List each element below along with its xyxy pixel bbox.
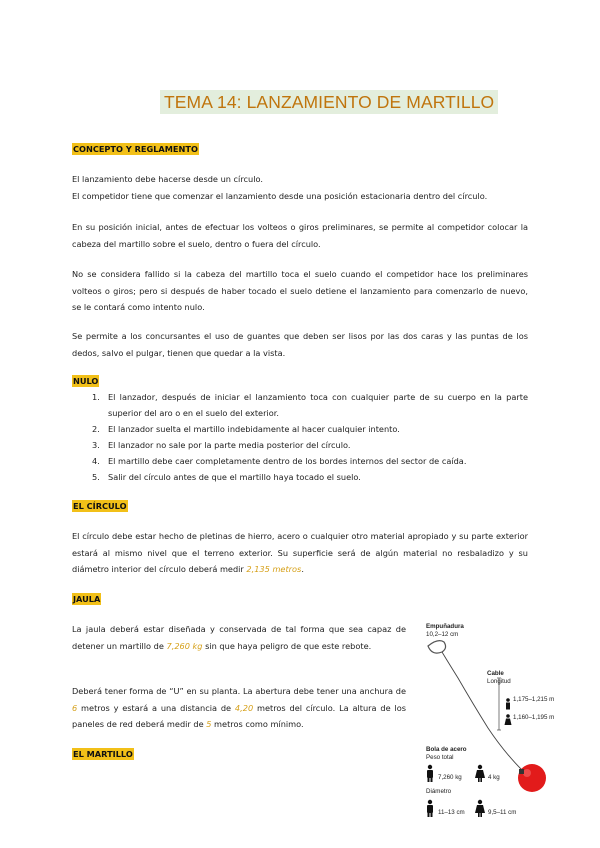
circulo-diameter-value: 2,135 metros bbox=[246, 564, 302, 574]
list-item-text: El lanzador, después de iniciar el lanzamiento toca con cualquier parte de su cuerpo en la parte superior del aro o en el suelo del exterior. bbox=[108, 392, 528, 418]
cable-label: Cable bbox=[487, 670, 504, 677]
list-item bbox=[72, 421, 528, 437]
paragraph-jaula-1 bbox=[72, 621, 406, 654]
concepto-line-1: El lanzamiento debe hacerse desde un círculo. bbox=[72, 174, 263, 184]
hammer-illustration bbox=[418, 618, 548, 830]
jaula-opening-value: 6 bbox=[72, 702, 78, 713]
jaula-text: metros del círculo. La altura de los paneles de red deberá medir de bbox=[72, 702, 407, 729]
grip-handle bbox=[428, 641, 446, 653]
grip-value: 10,2–12 cm bbox=[426, 631, 459, 638]
hammer-figure bbox=[418, 618, 555, 830]
female-icon bbox=[475, 765, 485, 782]
list-item-number: 3. bbox=[92, 440, 100, 450]
paragraph-concepto-1 bbox=[72, 171, 528, 204]
section-heading-nulo: NULO bbox=[73, 376, 99, 386]
cable-value-women: 1,160–1,195 m bbox=[513, 714, 555, 721]
male-icon bbox=[506, 698, 510, 709]
grip-label: Empuñadura bbox=[426, 623, 464, 630]
female-icon bbox=[505, 714, 512, 725]
paragraph-concepto-3: No se considera fallido si la cabeza del martillo toca el suelo cuando el competidor hace los preliminares volteos o giros; pero si después de haber tocado el suelo detiene el lanzamiento para comenzarlo de nuevo, se le contará como intento nulo. bbox=[72, 269, 528, 312]
list-item-text: El lanzador suelta el martillo indebidamente al hacer cualquier intento. bbox=[108, 424, 400, 434]
list-item-number: 4. bbox=[92, 456, 100, 466]
list-item-text: Salir del círculo antes de que el martillo haya tocado el suelo. bbox=[108, 472, 361, 482]
cable-value-men: 1,175–1,215 m bbox=[513, 696, 555, 703]
circulo-text: El círculo debe estar hecho de pletinas de hierro, acero o cualquier otro material apropiado y su parte exterior estará al mismo nivel que el terreno exterior. Su superficie será de algún material no resbaladizo y su diámetro interior del círculo deberá medir bbox=[72, 531, 528, 574]
list-item-number: 1. bbox=[92, 392, 100, 402]
diameter-men: 11–13 cm bbox=[438, 809, 465, 816]
jaula-text: metros como mínimo. bbox=[211, 719, 304, 729]
ball-highlight bbox=[523, 769, 531, 777]
circulo-text-end: . bbox=[301, 564, 304, 574]
weight-men: 7,260 kg bbox=[438, 774, 462, 781]
list-item-number: 2. bbox=[92, 424, 100, 434]
concepto-line-2: El competidor tiene que comenzar el lanzamiento desde una posición estacionaria dentro del círculo. bbox=[72, 190, 488, 201]
paragraph-jaula-2 bbox=[72, 683, 406, 733]
jaula-height-value: 5 bbox=[206, 719, 212, 729]
female-icon bbox=[475, 800, 485, 817]
jaula-weight-value: 7,260 kg bbox=[166, 640, 203, 651]
list-item-text: El lanzador no sale por la parte media posterior del círculo. bbox=[108, 440, 351, 450]
list-item bbox=[72, 469, 528, 485]
paragraph-concepto-2: En su posición inicial, antes de efectuar los volteos o giros preliminares, se permite al competidor colocar la cabeza del martillo sobre el suelo, dentro o fuera del círculo. bbox=[72, 222, 528, 249]
ball-label: Bola de acero bbox=[426, 746, 467, 753]
paragraph-concepto-4: Se permite a los concursantes el uso de guantes que deben ser lisos por las dos caras y las puntas de los dedos, salvo el pulgar, tienen que quedar a la vista. bbox=[72, 331, 528, 358]
list-item bbox=[72, 389, 528, 421]
jaula-text: Deberá tener forma de “U” en su planta. La abertura debe tener una anchura de bbox=[72, 686, 406, 696]
diameter-women: 9,5–11 cm bbox=[488, 809, 517, 816]
list-item bbox=[72, 453, 528, 469]
weight-label: Peso total bbox=[426, 754, 454, 761]
title-container bbox=[160, 92, 498, 113]
male-icon bbox=[427, 800, 433, 817]
section-heading-concepto: CONCEPTO Y REGLAMENTO bbox=[73, 144, 198, 154]
ball-connector bbox=[519, 769, 524, 774]
page-title: TEMA 14: LANZAMIENTO DE MARTILLO bbox=[160, 90, 498, 114]
list-item bbox=[72, 437, 528, 453]
paragraph-circulo bbox=[72, 528, 528, 578]
steel-ball bbox=[518, 764, 546, 792]
weight-women: 4 kg bbox=[488, 774, 500, 781]
male-icon bbox=[427, 765, 433, 782]
jaula-text: sin que haya peligro de que este rebote. bbox=[202, 640, 372, 651]
jaula-distance-value: 4,20 bbox=[234, 702, 254, 713]
section-heading-circulo: EL CÍRCULO bbox=[73, 501, 127, 511]
diameter-label: Diámetro bbox=[426, 788, 452, 795]
list-item-number: 5. bbox=[92, 472, 100, 482]
jaula-text: La jaula deberá estar diseñada y conservada de tal forma que sea capaz de detener un martillo de bbox=[72, 624, 406, 651]
list-item-text: El martillo debe caer completamente dentro de los bordes internos del sector de caída. bbox=[108, 456, 467, 466]
section-heading-jaula: JAULA bbox=[73, 594, 101, 604]
jaula-text: metros y estará a una distancia de bbox=[77, 702, 235, 713]
nulo-list bbox=[72, 389, 528, 485]
section-heading-martillo: EL MARTILLO bbox=[73, 749, 133, 759]
cable-sublabel: Longitud bbox=[487, 678, 511, 685]
